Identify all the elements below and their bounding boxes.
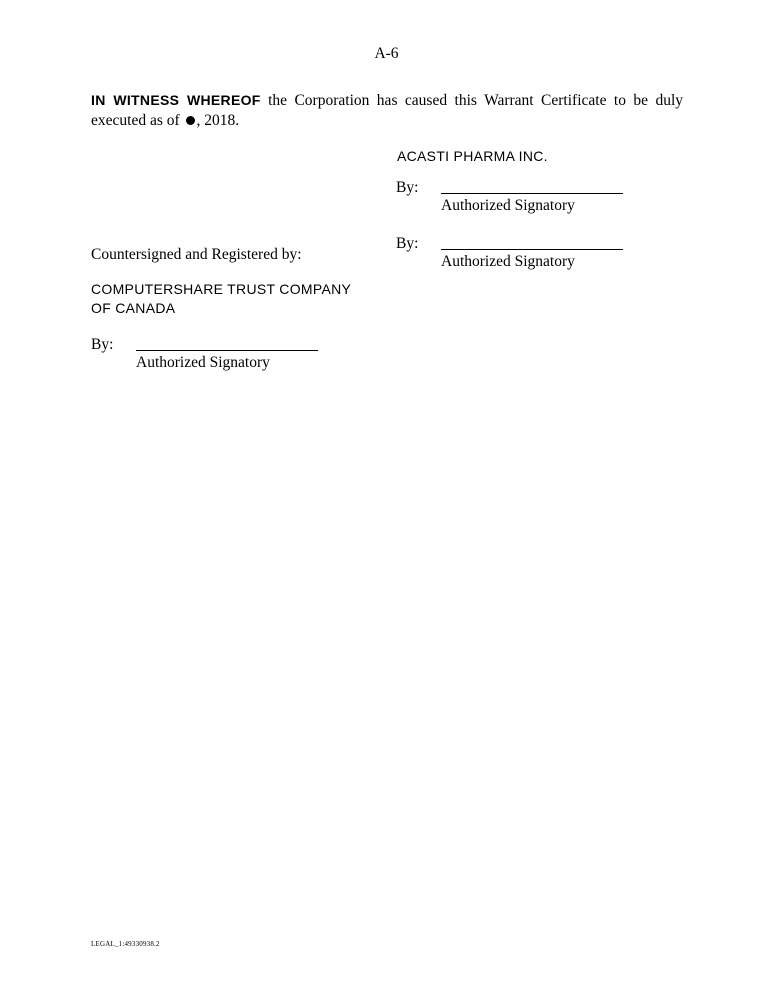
- countersign-signature-title: Authorized Signatory: [136, 354, 270, 371]
- witness-text: the Corporation has caused this Warrant Certificate to be duly executed as of: [91, 92, 684, 129]
- countersign-company-line2: OF CANADA: [91, 300, 176, 316]
- corporation-name: ACASTI PHARMA INC.: [397, 148, 548, 164]
- corp-signature-2-line: [441, 249, 623, 250]
- witness-heading: IN WITNESS WHEREOF: [91, 92, 261, 108]
- document-footer-code: LEGAL_1:49330938.2: [91, 940, 160, 948]
- countersign-signature-line: [136, 350, 318, 351]
- corp-signature-2-by-label: By:: [396, 235, 419, 252]
- corp-signature-1-by-label: By:: [396, 179, 419, 196]
- corp-signature-1-title: Authorized Signatory: [441, 197, 575, 214]
- corp-signature-1-line: [441, 193, 623, 194]
- countersign-by-label: By:: [91, 336, 114, 353]
- date-placeholder-bullet-icon: [186, 116, 195, 125]
- page-number: A-6: [374, 45, 399, 62]
- countersign-intro: Countersigned and Registered by:: [91, 246, 302, 263]
- countersign-company-line1: COMPUTERSHARE TRUST COMPANY: [91, 281, 352, 297]
- corp-signature-2-title: Authorized Signatory: [441, 253, 575, 270]
- witness-paragraph: [91, 90, 683, 131]
- witness-date-tail: , 2018.: [196, 112, 240, 129]
